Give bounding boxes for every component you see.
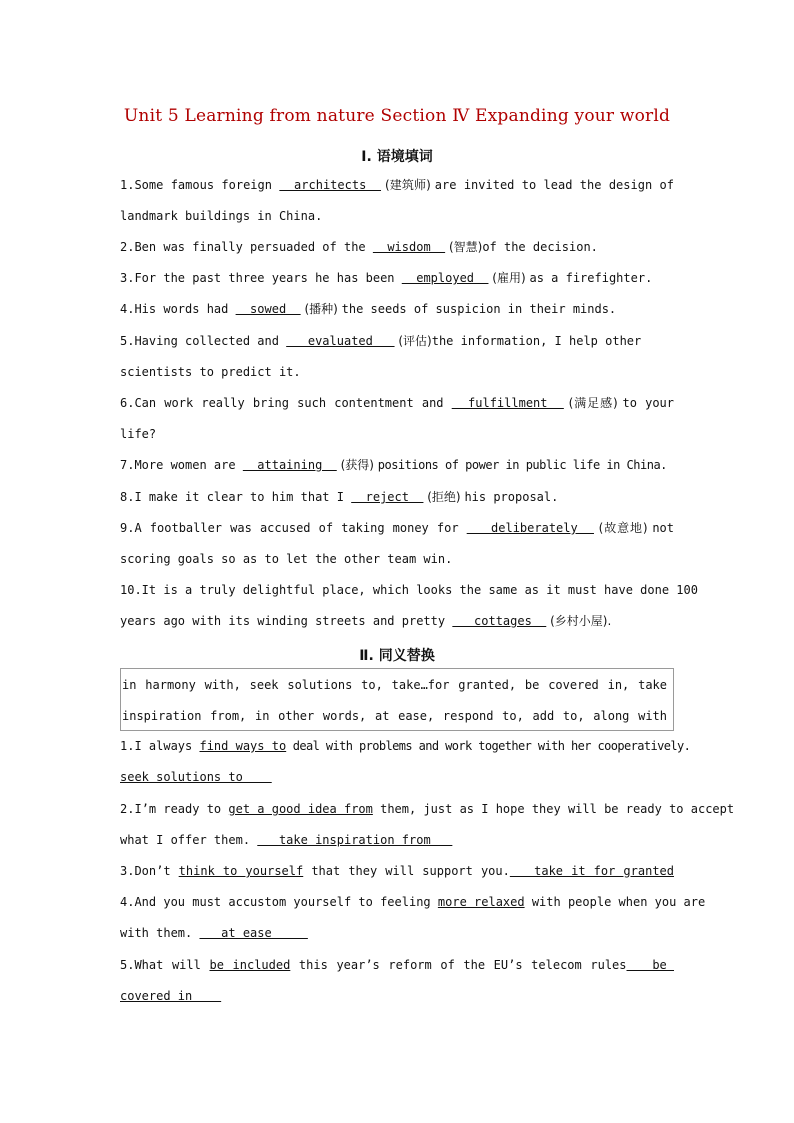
underlined-phrase: find ways to xyxy=(199,739,287,753)
question-text: 7.More women are xyxy=(120,458,243,472)
chinese-hint: (智慧) xyxy=(445,240,483,254)
chinese-hint: (拒绝) xyxy=(423,490,465,504)
question-text: 8.I make it clear to him that I xyxy=(120,490,352,504)
answer-blank: reject xyxy=(351,490,424,504)
answer-blank: employed xyxy=(401,271,489,285)
question-text: the information, I help other xyxy=(431,334,642,348)
chinese-hint: (满足感) xyxy=(563,396,623,410)
sentence-text: 3.Don’t xyxy=(120,864,179,878)
sentence-text: them, just as I hope they will be ready to accept xyxy=(372,802,735,816)
sentence-text: 1.I always xyxy=(120,739,200,753)
question-text: of the decision. xyxy=(482,240,598,254)
question-text: his proposal. xyxy=(464,490,559,504)
page-title: Unit 5 Learning from nature Section Ⅳ Expanding your world xyxy=(123,106,671,126)
question-9-continued: scoring goals so as to let the other team win. xyxy=(120,552,453,566)
question-2 xyxy=(120,240,674,254)
question-6 xyxy=(120,396,674,410)
answer-blank: evaluated xyxy=(286,334,395,348)
section-heading-1: Ⅰ. 语境填词 xyxy=(361,149,433,165)
answer-blank: sowed xyxy=(235,302,301,316)
answer-blank: be xyxy=(626,958,674,972)
answer-blank: take inspiration from xyxy=(257,833,453,847)
sentence-text: this year’s reform of the EU’s telecom rules xyxy=(290,958,627,972)
synonym-item-5-continued xyxy=(120,989,674,1003)
underlined-phrase: be included xyxy=(209,958,291,972)
answer-blank: cottages xyxy=(452,614,547,628)
synonym-item-1-answer xyxy=(120,770,674,784)
question-text: 9.A footballer was accused of taking money for xyxy=(120,521,467,535)
synonym-item-4-continued xyxy=(120,926,674,940)
question-10-continued xyxy=(120,614,674,628)
question-6-continued: life? xyxy=(120,427,157,441)
question-text: 4.His words had xyxy=(120,302,236,316)
synonym-item-2 xyxy=(120,802,735,816)
word-bank-line-1: in harmony with, seek solutions to, take…for granted, be covered in, take xyxy=(122,678,667,692)
chinese-hint: (雇用) xyxy=(488,271,530,285)
question-text: are invited to lead the design of xyxy=(434,178,674,192)
sentence-text: with them. xyxy=(120,926,200,940)
sentence-text: that they will support you. xyxy=(303,864,510,878)
question-text: 3.For the past three years he has been xyxy=(120,271,402,285)
question-8 xyxy=(120,490,674,504)
question-3 xyxy=(120,271,674,285)
question-9 xyxy=(120,521,674,535)
synonym-item-5 xyxy=(120,958,674,972)
synonym-item-1 xyxy=(120,739,691,753)
underlined-phrase: get a good idea from xyxy=(228,802,373,816)
underlined-phrase: think to yourself xyxy=(178,864,304,878)
synonym-item-4 xyxy=(120,895,706,909)
question-text: as a firefighter. xyxy=(529,271,653,285)
chinese-hint: (故意地) xyxy=(593,521,653,535)
section-heading-2: Ⅱ. 同义替换 xyxy=(359,648,435,664)
answer-blank: covered in xyxy=(120,989,222,1003)
answer-blank: at ease xyxy=(199,926,308,940)
question-text: 1.Some famous foreign xyxy=(120,178,280,192)
sentence-text: with people when you are xyxy=(524,895,706,909)
chinese-hint: (获得) xyxy=(336,458,378,472)
question-text: years ago with its winding streets and pretty xyxy=(120,614,453,628)
chinese-hint: (乡村小屋). xyxy=(546,614,612,628)
question-text: not xyxy=(652,521,674,535)
question-5 xyxy=(120,334,674,348)
sentence-text: 5.What will xyxy=(120,958,210,972)
answer-blank: attaining xyxy=(242,458,337,472)
synonym-item-3 xyxy=(120,864,674,878)
question-text: positions of power in public life in China. xyxy=(377,458,667,472)
synonym-item-2-continued xyxy=(120,833,674,847)
chinese-hint: (建筑师) xyxy=(381,178,435,192)
question-1-continued: landmark buildings in China. xyxy=(120,209,323,223)
question-text: 2.Ben was finally persuaded of the xyxy=(120,240,373,254)
word-bank-line-2: inspiration from, in other words, at ease, respond to, add to, along with xyxy=(122,709,667,723)
word-bank-box xyxy=(120,668,674,731)
answer-blank: architects xyxy=(279,178,382,192)
underlined-phrase: more relaxed xyxy=(437,895,525,909)
sentence-text: deal with problems and work together with her cooperatively. xyxy=(286,739,691,753)
question-4 xyxy=(120,302,674,316)
sentence-text: 2.I’m ready to xyxy=(120,802,229,816)
answer-blank: wisdom xyxy=(372,240,446,254)
sentence-text: 4.And you must accustom yourself to feeling xyxy=(120,895,438,909)
question-5-continued: scientists to predict it. xyxy=(120,365,301,379)
question-7 xyxy=(120,458,674,472)
chinese-hint: (播种) xyxy=(300,302,342,316)
chinese-hint: (评估) xyxy=(394,334,432,348)
sentence-text: what I offer them. xyxy=(120,833,258,847)
question-1 xyxy=(120,178,674,192)
question-text: to your xyxy=(622,396,674,410)
answer-blank: seek solutions to xyxy=(120,770,272,784)
question-text: the seeds of suspicion in their minds. xyxy=(341,302,617,316)
answer-blank: take it for granted xyxy=(509,864,674,878)
answer-blank: fulfillment xyxy=(451,396,564,410)
question-text: 5.Having collected and xyxy=(120,334,287,348)
question-text: 6.Can work really bring such contentment and xyxy=(120,396,452,410)
question-10: 10.It is a truly delightful place, which looks the same as it must have done 100 xyxy=(120,583,698,597)
answer-blank: deliberately xyxy=(466,521,594,535)
